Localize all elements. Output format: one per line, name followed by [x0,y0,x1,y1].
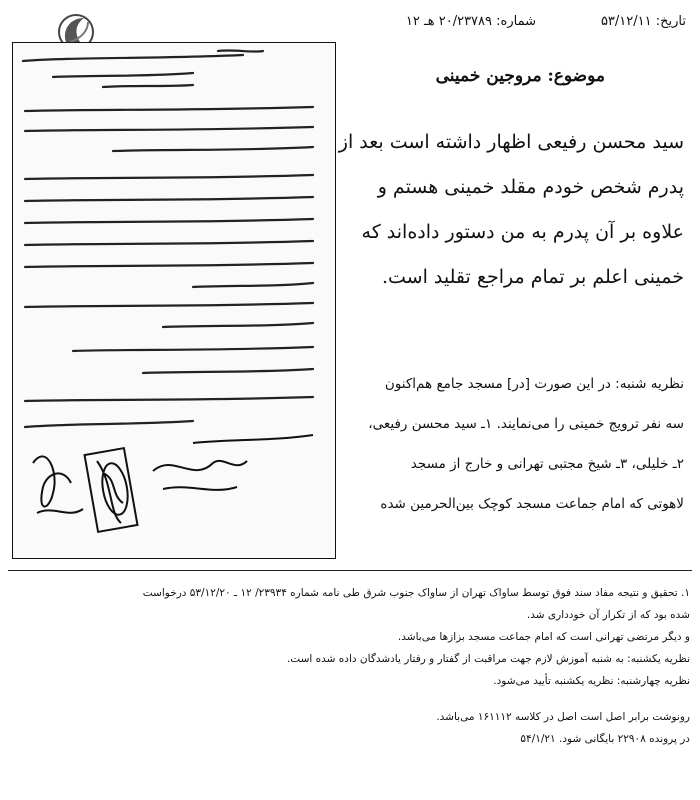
scanned-document-image [13,43,335,558]
note-line: سه نفر ترویج خمینی را می‌نمایند. ۱ـ سید محسن رفیعی، [368,416,684,432]
transcription-note [344,364,684,524]
header-date: تاریخ: ۵۳/۱۲/۱۱ [600,14,686,29]
note-line: نظریه شنبه: در این صورت [در] مسجد جامع هم‌اکنون [384,376,684,392]
scanned-original-document [12,42,336,559]
body-line: علاوه بر آن پدرم به من دستور داده‌اند که [361,221,684,243]
footnote-spacer [10,692,690,706]
footnote-divider [8,570,692,571]
footnote-line: در پرونده ۲۲۹۰۸ بایگانی شود. ۵۴/۱/۲۱ [520,733,690,745]
footnote-line: نظریه یکشنبه: به شنبه آموزش لازم جهت مراقبت از گفتار و رفتار یادشدگان داده شده است. [286,653,690,665]
body-line: پدرم شخص خودم مقلد خمینی هستم و [377,176,684,198]
footnote-line: شده بود که از تکرار آن خودداری شد. [526,609,690,621]
note-line: ۲ـ خلیلی، ۳ـ شیخ مجتبی تهرانی و خارج از مسجد [410,456,684,472]
footnote-line: و دیگر مرتضی تهرانی است که امام جماعت مسجد بزازها می‌باشد. [397,631,690,643]
subject-line: موضوع: مروجین خمینی [435,66,605,86]
footnote-line: نظریه چهارشنبه: نظریه یکشنبه تأیید می‌شود. [493,675,690,687]
footnote-line: ۱. تحقیق و نتیجه مفاد سند فوق توسط ساواک تهران از ساواک جنوب شرق طی نامه شماره ۲۳۹۳۴/ ۱۲ ـ ۵۳/۱۲/۲۰ درخواست [142,587,690,599]
document-header [360,14,686,40]
footnotes [10,582,690,750]
footnote-line: رونوشت برابر اصل است اصل در کلاسه ۱۶۱۱۱۲ می‌باشد. [436,711,690,723]
body-line: سید محسن رفیعی اظهار داشته است بعد از [338,131,684,153]
header-number: شماره: ۲۰/۲۳۷۸۹ هـ ۱۲ [405,14,536,29]
transcription-body [338,120,684,300]
note-line: لاهوتی که امام جماعت مسجد کوچک بین‌الحرمین شده [380,496,684,512]
body-line: خمینی اعلم بر تمام مراجع تقلید است. [381,266,684,288]
